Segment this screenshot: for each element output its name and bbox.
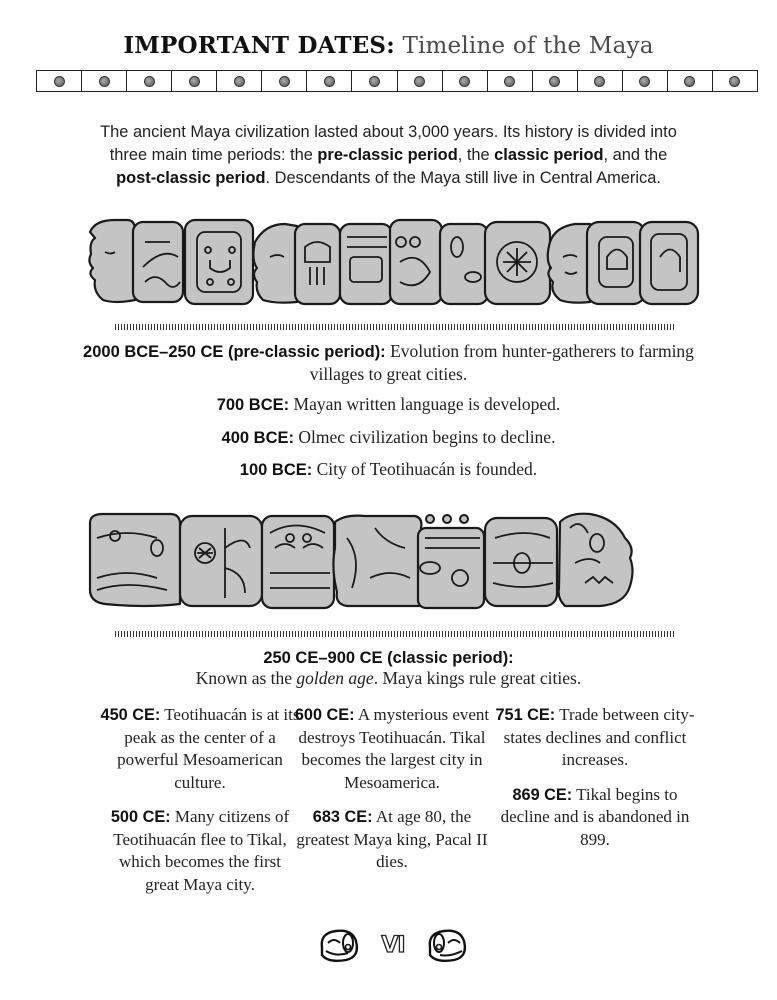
- page-footer: [318, 925, 468, 965]
- maya-glyphs-illustration: [85, 212, 700, 307]
- maya-head-glyph-icon: [318, 927, 360, 963]
- entry-text: Trade between city-states declines and conflict increases.: [503, 705, 695, 769]
- subtitle-text: Known as the: [195, 668, 297, 688]
- entry-text: A mysterious event destroys Teotihuacán. Tikal becomes the largest city in Mesoamerica.: [298, 705, 490, 792]
- entry-text: City of Teotihuacán is founded.: [312, 459, 538, 479]
- dot-icon: [234, 76, 245, 87]
- timeline-entry: [100, 806, 300, 896]
- term-preclassic: pre-classic period: [317, 146, 458, 164]
- intro-text: The ancient Maya civilization lasted about 3,000 years. Its history is divided into three main time periods: the: [100, 123, 677, 164]
- entry-date-label: 751 CE:: [495, 706, 556, 724]
- entry-date-label: 2000 BCE–250 CE (pre-classic period):: [83, 343, 386, 361]
- entry-text: Many citizens of Teotihuacán flee to Tikal, which becomes the first great Maya city.: [113, 807, 290, 894]
- dot-cell: [127, 71, 172, 91]
- entry-date-label: 869 CE:: [512, 785, 573, 804]
- dot-icon: [504, 76, 515, 87]
- intro-text: , and the: [603, 146, 668, 164]
- timeline-entry: [292, 806, 492, 874]
- term-classic: classic period: [494, 146, 604, 164]
- classic-heading: [60, 646, 717, 669]
- dot-cell: [488, 71, 533, 91]
- intro-paragraph: [90, 121, 687, 190]
- dot-cell: [623, 71, 668, 91]
- dot-icon: [414, 76, 425, 87]
- timeline-entry: [495, 784, 695, 852]
- dot-icon: [189, 76, 200, 87]
- entry-date-label: 450 CE:: [100, 706, 161, 724]
- dot-cell: [352, 71, 397, 91]
- timeline-entry: [495, 704, 695, 772]
- dot-cell: [578, 71, 623, 91]
- preclassic-heading-entry: [60, 340, 717, 385]
- timeline-entry: [60, 426, 717, 449]
- dot-icon: [684, 76, 695, 87]
- entry-date-label: 500 CE:: [110, 808, 171, 826]
- dot-cell: [262, 71, 307, 91]
- dot-cell: [398, 71, 443, 91]
- dot-cell: [443, 71, 488, 91]
- dot-icon: [144, 76, 155, 87]
- dot-cell: [172, 71, 217, 91]
- dot-cell: [668, 71, 713, 91]
- entry-text: Teotihuacán is at its peak as the center of a powerful Mesoamerican culture.: [117, 705, 300, 792]
- dot-icon: [369, 76, 380, 87]
- glyph-band-top: [85, 212, 700, 307]
- subtitle-emphasis: golden age: [296, 668, 374, 688]
- title-light: Timeline of the Maya: [394, 33, 654, 59]
- dot-icon: [459, 76, 470, 87]
- entry-date-label: 100 BCE:: [239, 461, 313, 479]
- dot-cell: [307, 71, 352, 91]
- subtitle-text: . Maya kings rule great cities.: [373, 668, 582, 688]
- entry-text: At age 80, the greatest Maya king, Pacal II dies.: [296, 807, 488, 871]
- dot-icon: [99, 76, 110, 87]
- dot-cell: [37, 71, 82, 91]
- classic-subtitle: [60, 667, 717, 689]
- dot-icon: [594, 76, 605, 87]
- entry-date-label: 683 CE:: [312, 808, 373, 826]
- maya-glyphs-illustration: [85, 508, 700, 612]
- classic-column-3: [495, 704, 695, 863]
- entry-text: Evolution from hunter-gatherers to farming villages to great cities.: [309, 341, 694, 384]
- timeline-entry: [292, 704, 492, 794]
- timeline-entry: [100, 704, 300, 794]
- classic-column-1: [100, 704, 300, 908]
- entry-text: Tikal begins to decline and is abandoned in 899.: [500, 784, 690, 849]
- dot-icon: [54, 76, 65, 87]
- dot-icon: [324, 76, 335, 87]
- dot-icon: [729, 76, 740, 87]
- entry-text: Olmec civilization begins to decline.: [294, 427, 556, 447]
- hatched-divider: [115, 631, 675, 637]
- entry-date-label: 700 BCE:: [216, 396, 290, 414]
- classic-column-2: [292, 704, 492, 886]
- dot-icon: [549, 76, 560, 87]
- dot-cell: [533, 71, 578, 91]
- intro-text: , the: [457, 146, 495, 164]
- term-postclassic: post-classic period: [116, 169, 266, 187]
- glyph-band-middle: [85, 508, 700, 612]
- decorative-dot-border: [36, 70, 758, 92]
- page-number: VI: [381, 932, 405, 958]
- entry-text: Mayan written language is developed.: [289, 394, 561, 414]
- dot-cell: [82, 71, 127, 91]
- dot-icon: [279, 76, 290, 87]
- title-bold: IMPORTANT DATES:: [123, 32, 395, 59]
- classic-period-label: 250 CE–900 CE (classic period):: [263, 649, 514, 667]
- dot-cell: [217, 71, 262, 91]
- intro-text: . Descendants of the Maya still live in Central America.: [265, 169, 661, 187]
- dot-cell: [713, 71, 757, 91]
- page-title: [0, 32, 777, 59]
- maya-head-glyph-icon: [426, 927, 468, 963]
- dot-icon: [639, 76, 650, 87]
- hatched-divider: [115, 324, 675, 330]
- entry-date-label: 600 CE:: [294, 706, 355, 724]
- entry-date-label: 400 BCE:: [221, 429, 294, 447]
- timeline-entry: [60, 393, 717, 416]
- timeline-entry: [60, 458, 717, 481]
